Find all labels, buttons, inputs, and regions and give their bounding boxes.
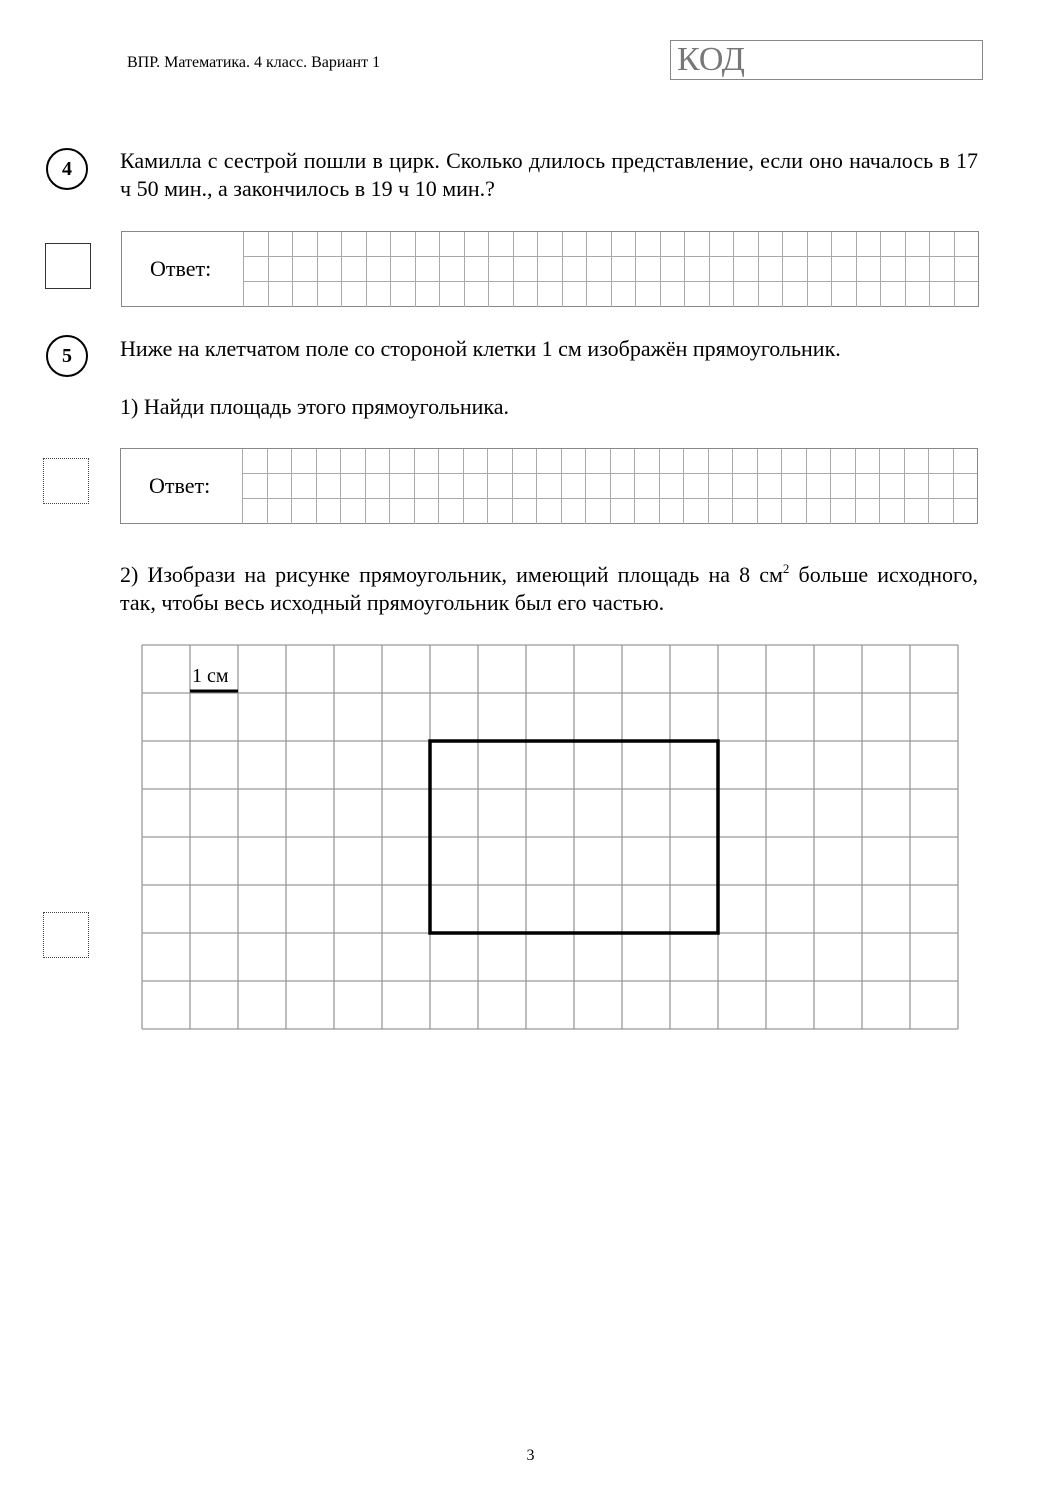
header-title: ВПР. Математика. 4 класс. Вариант 1 (127, 54, 381, 71)
answer-cell[interactable] (464, 257, 489, 282)
answer-cell[interactable] (635, 257, 660, 282)
answer-cell[interactable] (536, 449, 561, 474)
answer-cell[interactable] (879, 474, 904, 499)
answer-cell[interactable] (880, 257, 905, 282)
answer-cell[interactable] (389, 474, 414, 499)
page-number: 3 (526, 1447, 535, 1464)
answer-cell[interactable] (414, 499, 439, 524)
answer-cell[interactable] (954, 257, 979, 282)
task-5-part2-sup: 2 (782, 561, 790, 576)
answer-cell[interactable] (856, 232, 881, 257)
task-4-answer-box[interactable] (121, 231, 979, 307)
answer-cell[interactable] (438, 474, 463, 499)
answer-cell[interactable] (242, 474, 267, 499)
task-5-part2-before: 2) Изобрази на рисунке прямоугольник, имеющий площадь на 8 см (120, 562, 783, 587)
task-4-number: 4 (46, 148, 88, 190)
answer-cell[interactable] (340, 499, 365, 524)
answer-cell[interactable] (512, 499, 537, 524)
answer-cell[interactable] (414, 474, 439, 499)
answer-cell[interactable] (561, 474, 586, 499)
answer-cell[interactable] (660, 232, 685, 257)
answer-cell[interactable] (831, 282, 856, 307)
answer-cell[interactable] (390, 232, 415, 257)
answer-cell[interactable] (268, 282, 293, 307)
task-5-part2-after: больше исходного, так, чтобы весь исходный прямоугольник был его частью. (120, 562, 978, 615)
answer-cell[interactable] (953, 474, 978, 499)
answer-cell[interactable] (487, 499, 512, 524)
answer-cell[interactable] (781, 499, 806, 524)
task-5-part2 (120, 555, 978, 617)
answer-cell[interactable] (856, 282, 881, 307)
answer-cell[interactable] (340, 474, 365, 499)
answer-cell[interactable] (782, 282, 807, 307)
answer-cell[interactable] (438, 449, 463, 474)
answer-cell[interactable] (708, 474, 733, 499)
answer-cell[interactable] (929, 232, 954, 257)
task-5-answer-box[interactable] (120, 448, 978, 524)
answer-cell[interactable] (905, 282, 930, 307)
answer-cell[interactable] (928, 449, 953, 474)
answer-cell[interactable] (586, 232, 611, 257)
answer-cell[interactable] (390, 282, 415, 307)
answer-cell[interactable] (365, 474, 390, 499)
answer-cell[interactable] (243, 257, 268, 282)
answer-cell[interactable] (928, 499, 953, 524)
answer-cell[interactable] (806, 474, 831, 499)
answer-cell[interactable] (732, 449, 757, 474)
answer-cell[interactable] (464, 282, 489, 307)
answer-cell[interactable] (634, 449, 659, 474)
answer-cell[interactable] (366, 232, 391, 257)
answer-cell[interactable] (733, 232, 758, 257)
answer-cell[interactable] (513, 282, 538, 307)
answer-cell[interactable] (929, 282, 954, 307)
answer-cell[interactable] (782, 257, 807, 282)
answer-cell[interactable] (758, 282, 783, 307)
answer-cell[interactable] (488, 257, 513, 282)
answer-cell[interactable] (684, 282, 709, 307)
answer-cell[interactable] (953, 499, 978, 524)
answer-cell[interactable] (806, 499, 831, 524)
answer-cell[interactable] (879, 449, 904, 474)
task-4-answer-grid[interactable] (243, 232, 978, 306)
answer-cell[interactable] (317, 257, 342, 282)
answer-cell[interactable] (512, 449, 537, 474)
answer-cell[interactable] (708, 449, 733, 474)
answer-cell[interactable] (634, 474, 659, 499)
answer-cell[interactable] (414, 449, 439, 474)
answer-cell[interactable] (758, 232, 783, 257)
answer-cell[interactable] (340, 449, 365, 474)
answer-cell[interactable] (562, 282, 587, 307)
answer-cell[interactable] (389, 449, 414, 474)
answer-cell[interactable] (659, 499, 684, 524)
answer-cell[interactable] (781, 474, 806, 499)
answer-cell[interactable] (316, 499, 341, 524)
answer-cell[interactable] (683, 449, 708, 474)
answer-cell[interactable] (659, 449, 684, 474)
answer-cell[interactable] (807, 282, 832, 307)
answer-cell[interactable] (659, 474, 684, 499)
answer-cell[interactable] (928, 474, 953, 499)
answer-cell[interactable] (268, 257, 293, 282)
answer-cell[interactable] (635, 282, 660, 307)
answer-cell[interactable] (317, 232, 342, 257)
answer-cell[interactable] (709, 282, 734, 307)
answer-cell[interactable] (487, 474, 512, 499)
grid-lines (142, 645, 958, 1029)
answer-cell[interactable] (292, 257, 317, 282)
answer-cell[interactable] (684, 232, 709, 257)
answer-cell[interactable] (537, 232, 562, 257)
scale-label: 1 см (192, 665, 229, 687)
answer-cell[interactable] (758, 257, 783, 282)
answer-cell[interactable] (660, 282, 685, 307)
answer-cell[interactable] (610, 499, 635, 524)
answer-cell[interactable] (856, 257, 881, 282)
answer-cell[interactable] (709, 257, 734, 282)
answer-cell[interactable] (316, 474, 341, 499)
answer-cell[interactable] (733, 257, 758, 282)
answer-cell[interactable] (904, 474, 929, 499)
answer-cell[interactable] (438, 499, 463, 524)
answer-cell[interactable] (291, 474, 316, 499)
answer-cell[interactable] (611, 257, 636, 282)
answer-cell[interactable] (586, 257, 611, 282)
answer-cell[interactable] (782, 232, 807, 257)
answer-cell[interactable] (733, 282, 758, 307)
task-5-number: 5 (46, 335, 88, 377)
answer-cell[interactable] (243, 232, 268, 257)
answer-cell[interactable] (562, 257, 587, 282)
answer-cell[interactable] (684, 257, 709, 282)
answer-cell[interactable] (415, 282, 440, 307)
answer-cell[interactable] (267, 474, 292, 499)
answer-cell[interactable] (415, 232, 440, 257)
answer-cell[interactable] (537, 257, 562, 282)
answer-cell[interactable] (807, 257, 832, 282)
answer-cell[interactable] (439, 232, 464, 257)
answer-cell[interactable] (954, 282, 979, 307)
answer-cell[interactable] (831, 257, 856, 282)
answer-cell[interactable] (389, 499, 414, 524)
task-5-2-score-box[interactable] (43, 912, 89, 958)
answer-cell[interactable] (291, 499, 316, 524)
answer-cell[interactable] (585, 474, 610, 499)
answer-cell[interactable] (317, 282, 342, 307)
answer-cell[interactable] (561, 499, 586, 524)
answer-cell[interactable] (513, 257, 538, 282)
task-4-score-box[interactable] (45, 243, 91, 289)
code-field[interactable]: КОД (670, 40, 983, 80)
task-5-intro: Ниже на клетчатом поле со стороной клетки 1 см изображён прямоугольник. (120, 336, 841, 361)
answer-cell[interactable] (879, 499, 904, 524)
answer-cell[interactable] (463, 449, 488, 474)
answer-cell[interactable] (242, 499, 267, 524)
answer-cell[interactable] (512, 474, 537, 499)
answer-cell[interactable] (954, 232, 979, 257)
answer-cell[interactable] (585, 499, 610, 524)
answer-cell[interactable] (830, 499, 855, 524)
answer-cell[interactable] (439, 282, 464, 307)
answer-cell[interactable] (757, 474, 782, 499)
answer-cell[interactable] (855, 499, 880, 524)
answer-cell[interactable] (830, 474, 855, 499)
answer-cell[interactable] (341, 282, 366, 307)
answer-cell[interactable] (807, 232, 832, 257)
answer-cell[interactable] (268, 232, 293, 257)
answer-cell[interactable] (586, 282, 611, 307)
answer-cell[interactable] (536, 499, 561, 524)
answer-cell[interactable] (757, 499, 782, 524)
answer-cell[interactable] (634, 499, 659, 524)
answer-cell[interactable] (316, 449, 341, 474)
task-4-text: Камилла с сестрой пошли в цирк. Сколько длилось представление, если оно началось в 17 ч 50 мин., а закончилось в 19 ч 10 мин.? (120, 148, 978, 201)
answer-cell[interactable] (585, 449, 610, 474)
answer-cell[interactable] (463, 474, 488, 499)
answer-cell[interactable] (708, 499, 733, 524)
answer-cell[interactable] (683, 499, 708, 524)
task-5-answer-label: Ответ: (149, 473, 211, 498)
answer-cell[interactable] (292, 282, 317, 307)
task-5-answer-grid[interactable] (242, 449, 977, 523)
drawing-grid[interactable] (141, 644, 959, 1036)
answer-cell[interactable] (365, 449, 390, 474)
answer-cell[interactable] (732, 499, 757, 524)
answer-cell[interactable] (660, 257, 685, 282)
answer-cell[interactable] (610, 449, 635, 474)
answer-cell[interactable] (831, 232, 856, 257)
answer-cell[interactable] (635, 232, 660, 257)
answer-cell[interactable] (880, 282, 905, 307)
answer-cell[interactable] (463, 499, 488, 524)
answer-cell[interactable] (390, 257, 415, 282)
answer-cell[interactable] (709, 232, 734, 257)
answer-cell[interactable] (953, 449, 978, 474)
answer-cell[interactable] (537, 282, 562, 307)
answer-cell[interactable] (536, 474, 561, 499)
task-5-1-score-box[interactable] (43, 458, 89, 504)
answer-cell[interactable] (904, 449, 929, 474)
answer-cell[interactable] (267, 449, 292, 474)
answer-cell[interactable] (366, 257, 391, 282)
answer-cell[interactable] (242, 449, 267, 474)
answer-cell[interactable] (415, 257, 440, 282)
answer-cell[interactable] (904, 499, 929, 524)
answer-cell[interactable] (855, 449, 880, 474)
answer-cell[interactable] (757, 449, 782, 474)
answer-cell[interactable] (341, 232, 366, 257)
answer-cell[interactable] (488, 282, 513, 307)
answer-cell[interactable] (341, 257, 366, 282)
answer-cell[interactable] (561, 449, 586, 474)
answer-cell[interactable] (683, 474, 708, 499)
answer-cell[interactable] (562, 232, 587, 257)
answer-cell[interactable] (366, 282, 391, 307)
answer-cell[interactable] (929, 257, 954, 282)
answer-cell[interactable] (830, 449, 855, 474)
answer-cell[interactable] (880, 232, 905, 257)
answer-cell[interactable] (905, 257, 930, 282)
answer-cell[interactable] (781, 449, 806, 474)
answer-cell[interactable] (732, 474, 757, 499)
answer-cell[interactable] (905, 232, 930, 257)
answer-cell[interactable] (365, 499, 390, 524)
answer-cell[interactable] (291, 449, 316, 474)
answer-cell[interactable] (464, 232, 489, 257)
answer-cell[interactable] (610, 474, 635, 499)
answer-cell[interactable] (439, 257, 464, 282)
answer-cell[interactable] (267, 499, 292, 524)
answer-cell[interactable] (487, 449, 512, 474)
task-4-answer-label: Ответ: (150, 256, 212, 281)
answer-cell[interactable] (806, 449, 831, 474)
answer-cell[interactable] (855, 474, 880, 499)
answer-cell[interactable] (513, 232, 538, 257)
answer-cell[interactable] (611, 282, 636, 307)
answer-cell[interactable] (292, 232, 317, 257)
answer-cell[interactable] (611, 232, 636, 257)
task-5-part1: 1) Найди площадь этого прямоугольника. (120, 394, 509, 419)
answer-cell[interactable] (243, 282, 268, 307)
answer-cell[interactable] (488, 232, 513, 257)
